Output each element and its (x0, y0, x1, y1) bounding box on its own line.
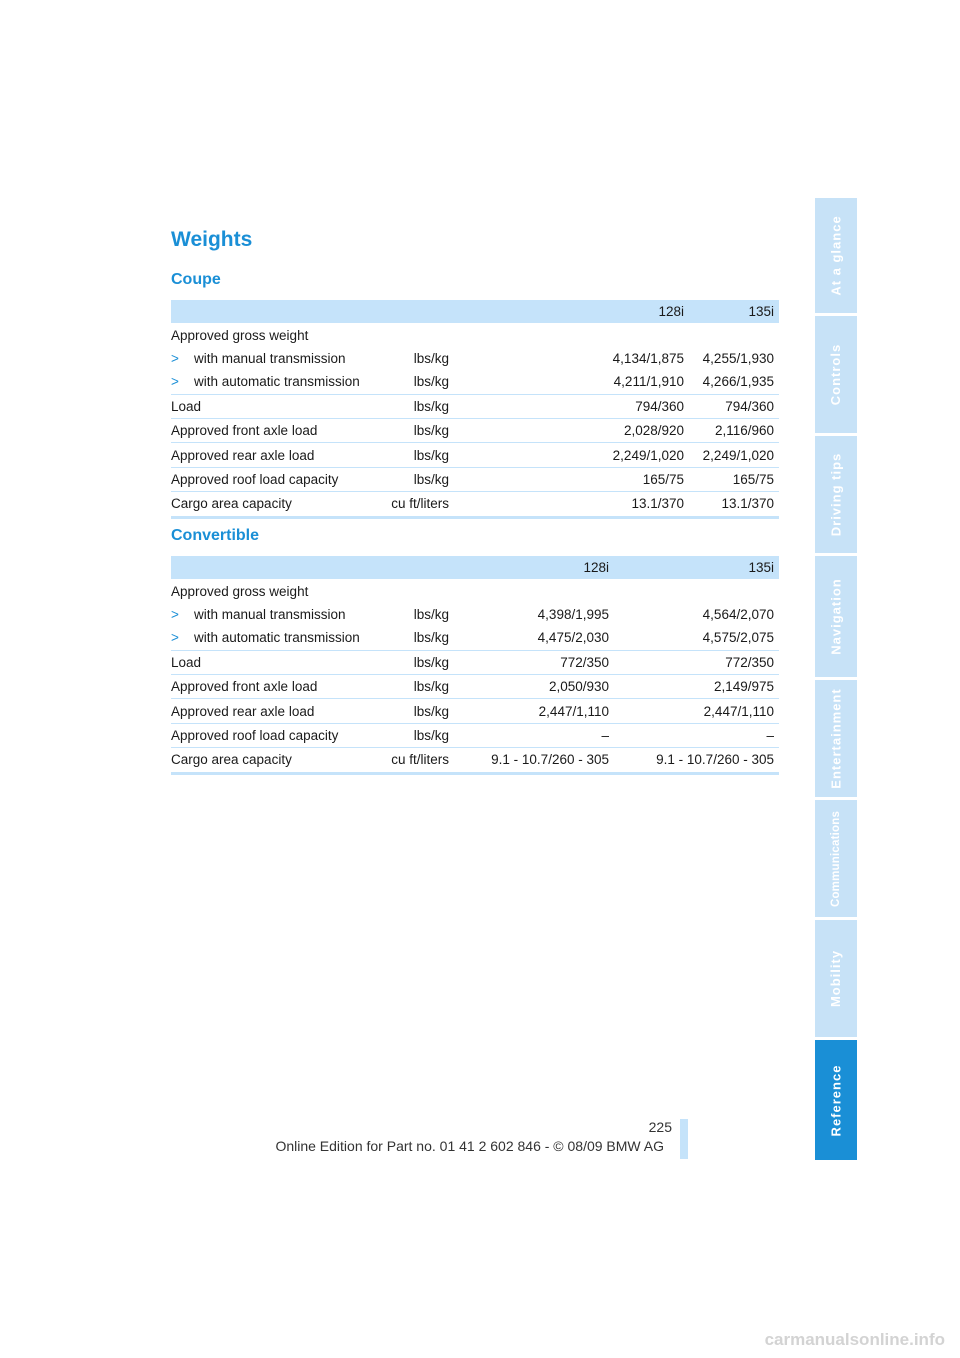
table-row (171, 603, 779, 626)
row-label: Approved gross weight (171, 327, 309, 343)
tab-label: Controls (828, 343, 844, 406)
value-135i: 2,447/1,110 (614, 699, 779, 723)
table-row (171, 370, 779, 394)
bullet-marker: > (171, 374, 179, 390)
table-row (171, 674, 779, 698)
value-135i: 4,266/1,935 (702, 374, 774, 390)
value-135i: 794/360 (689, 394, 779, 418)
column-header-135i: 135i (748, 304, 774, 320)
row-unit: lbs/kg (413, 606, 449, 622)
tab-label: At a glance (828, 215, 844, 296)
footer-accent-bar (680, 1119, 688, 1159)
value-135i: 2,249/1,020 (689, 443, 779, 467)
tab-reference[interactable] (815, 1040, 857, 1160)
value-135i: 13.1/370 (689, 492, 779, 517)
row-label: Load (171, 394, 367, 418)
table-row (171, 394, 779, 418)
tab-label: Mobility (828, 949, 844, 1008)
value-128i: 4,211/1,910 (613, 374, 684, 390)
value-135i: 4,575/2,075 (702, 630, 774, 646)
table-header-row (171, 300, 779, 323)
tab-driving-tips[interactable] (815, 436, 857, 553)
footer-edition-text: Online Edition for Part no. 01 41 2 602 846 - © 08/09 BMW AG (275, 1138, 664, 1154)
bullet-marker: > (171, 350, 179, 366)
table-row (171, 443, 779, 467)
row-unit: cu ft/liters (367, 492, 451, 517)
row-unit: lbs/kg (413, 350, 449, 366)
tab-label: Navigation (828, 578, 844, 655)
value-135i: 2,116/960 (689, 418, 779, 442)
bullet-marker: > (171, 606, 179, 622)
table-row (171, 467, 779, 491)
tab-label: Driving tips (828, 452, 844, 537)
table-row (171, 699, 779, 723)
value-135i: – (614, 723, 779, 747)
column-header-135i: 135i (748, 560, 774, 576)
value-128i: 794/360 (451, 394, 689, 418)
row-label: Approved roof load capacity (171, 723, 367, 747)
row-label: Load (171, 650, 367, 674)
tab-entertainment[interactable] (815, 680, 857, 797)
coupe-weights-table (171, 300, 779, 519)
value-135i: 2,149/975 (614, 674, 779, 698)
row-unit: lbs/kg (367, 467, 451, 491)
chapter-tabs (815, 198, 857, 1160)
column-header-128i: 128i (583, 560, 609, 576)
value-128i: 9.1 - 10.7/260 - 305 (451, 748, 614, 773)
row-unit: lbs/kg (413, 374, 449, 390)
value-135i: 4,564/2,070 (702, 606, 774, 622)
row-unit: lbs/kg (367, 723, 451, 747)
row-label: with manual transmission (194, 606, 346, 622)
row-unit: lbs/kg (367, 394, 451, 418)
tab-communications[interactable] (815, 800, 857, 917)
value-128i: 4,475/2,030 (537, 630, 609, 646)
row-label: Approved gross weight (171, 583, 309, 599)
value-135i: 772/350 (614, 650, 779, 674)
value-128i: 2,249/1,020 (451, 443, 689, 467)
value-135i: 4,255/1,930 (702, 350, 774, 366)
row-unit: cu ft/liters (367, 748, 451, 773)
row-label: Approved roof load capacity (171, 467, 367, 491)
bullet-marker: > (171, 630, 179, 646)
table-row (171, 626, 779, 650)
tab-label: Reference (828, 1064, 844, 1136)
table-row (171, 347, 779, 370)
table-row (171, 418, 779, 442)
value-128i: – (451, 723, 614, 747)
row-label: Approved front axle load (171, 418, 367, 442)
column-header-128i: 128i (658, 304, 684, 320)
row-label: Cargo area capacity (171, 748, 367, 773)
value-128i: 2,050/930 (451, 674, 614, 698)
tab-controls[interactable] (815, 316, 857, 433)
value-128i: 4,134/1,875 (612, 350, 684, 366)
section-heading-coupe: Coupe (171, 271, 221, 288)
row-unit: lbs/kg (367, 674, 451, 698)
tab-label: Communications (830, 810, 842, 907)
row-label: Approved rear axle load (171, 699, 367, 723)
row-unit: lbs/kg (367, 650, 451, 674)
tab-navigation[interactable] (815, 556, 857, 677)
row-label: with manual transmission (194, 350, 346, 366)
value-128i: 4,398/1,995 (537, 606, 609, 622)
value-128i: 2,447/1,110 (451, 699, 614, 723)
table-row (171, 723, 779, 747)
page-title: Weights (171, 228, 253, 251)
table-row (171, 323, 779, 346)
value-128i: 165/75 (451, 467, 689, 491)
row-label: Approved front axle load (171, 674, 367, 698)
section-heading-convertible: Convertible (171, 527, 260, 544)
table-row (171, 579, 779, 602)
row-label: with automatic transmission (194, 630, 360, 646)
convertible-weights-table (171, 556, 779, 775)
watermark: carmanualsonline.info (764, 1330, 945, 1349)
table-row (171, 650, 779, 674)
table-row (171, 748, 779, 773)
tab-label: Entertainment (828, 688, 844, 789)
page-number: 225 (648, 1119, 672, 1135)
tab-mobility[interactable] (815, 920, 857, 1037)
table-header-row (171, 556, 779, 579)
value-128i: 13.1/370 (451, 492, 689, 517)
row-label: Cargo area capacity (171, 492, 367, 517)
row-unit: lbs/kg (367, 699, 451, 723)
tab-at-a-glance[interactable] (815, 198, 857, 313)
row-unit: lbs/kg (413, 630, 449, 646)
value-135i: 165/75 (689, 467, 779, 491)
row-unit: lbs/kg (367, 443, 451, 467)
value-128i: 772/350 (451, 650, 614, 674)
value-135i: 9.1 - 10.7/260 - 305 (614, 748, 779, 773)
row-unit: lbs/kg (367, 418, 451, 442)
row-label: with automatic transmission (194, 374, 360, 390)
row-label: Approved rear axle load (171, 443, 367, 467)
value-128i: 2,028/920 (451, 418, 689, 442)
table-row (171, 492, 779, 517)
